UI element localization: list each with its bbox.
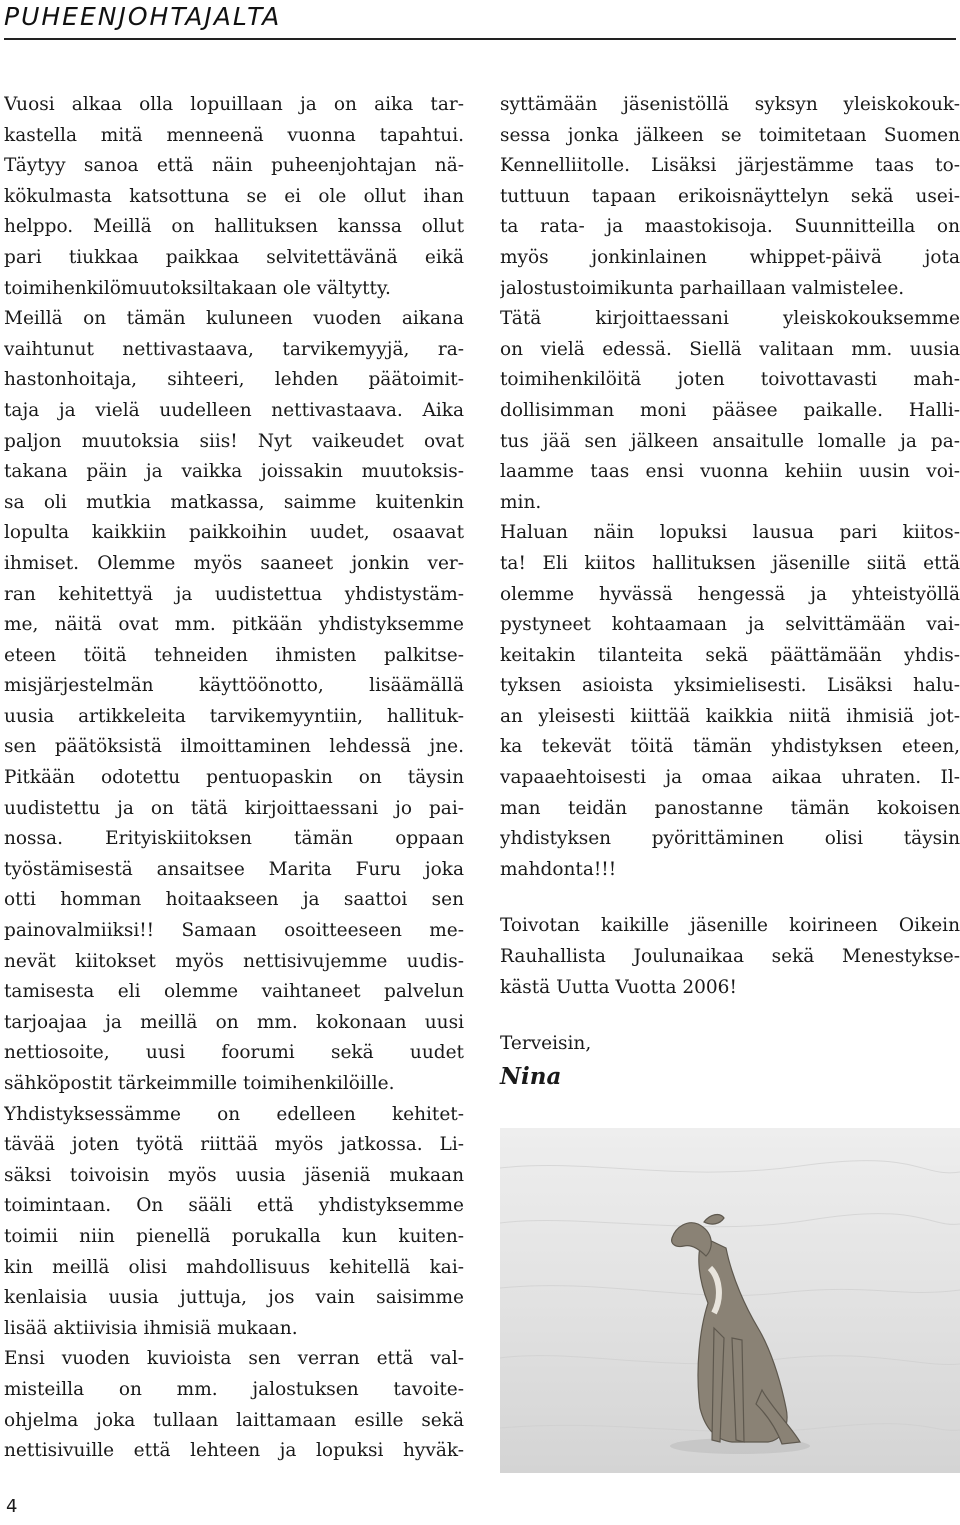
text-line: tyksen asioista yksimielisesti. Lisäksi halu- (500, 675, 960, 697)
text-line: Yhdistyksessämme on edelleen kehitet- (4, 1103, 464, 1125)
text-line: toimintaan. On sääli että yhdistyksemme (4, 1195, 464, 1217)
text-line: sa oli mutkia matkassa, saimme kuitenkin (4, 491, 464, 513)
text-line: Vuosi alkaa olla lopuillaan ja on aika tar- (4, 94, 464, 115)
text-line: vapaaehtoisesti ja omaa aikaa uhraten. Il- (500, 767, 960, 789)
text-line: Täytyy sanoa että näin puheenjohtajan nä- (4, 155, 464, 177)
text-line: Tätä kirjoittaessani yleiskokouksemme (500, 308, 960, 330)
spacer (500, 1003, 960, 1029)
text-line: taja ja vielä uudelleen nettivastaava. Aika (4, 399, 464, 421)
text-line: tävää joten työtä riittää myös jatkossa. Li- (4, 1134, 464, 1156)
spacer (500, 885, 960, 911)
text-line: kenlaisia uusia juttuja, jos vain saisimme (4, 1287, 464, 1309)
text-line: uusia artikkeleita tarvikemyyntiin, hallituk- (4, 705, 464, 727)
text-line: min. (500, 491, 542, 513)
left-column (4, 90, 464, 1467)
text-line: paljon muutoksia siis! Nyt vaikeudet ovat (4, 430, 464, 452)
text-line: on vielä edessä. Siellä valitaan mm. uusia (500, 338, 960, 360)
text-line: misjärjestelmän käyttöönotto, lisäämällä (4, 675, 464, 697)
text-line: nettisivuille että lehteen ja lopuksi hyväk- (4, 1440, 464, 1462)
text-line: pystyneet kohtaamaan ja selvittämään vai- (500, 614, 960, 636)
text-line: vaihtunut nettivastaava, tarvikemyyjä, ra- (4, 338, 464, 360)
section-title: PUHEENJOHTAJALTA (4, 2, 282, 31)
text-line: Toivotan kaikille jäsenille koirineen Oikein (500, 915, 960, 937)
text-line: dollisimman moni pääsee paikalle. Halli- (500, 399, 960, 421)
text-line: ohjelma joka tullaan laittamaan esille sekä (4, 1409, 464, 1431)
text-line: toimii niin pienellä porukalla kun kuiten- (4, 1225, 464, 1247)
text-line: eteen töitä tehneiden ihmisten palkitse- (4, 644, 464, 666)
text-line: toimihenkilömuutoksiltakaan ole vältytty. (4, 277, 391, 299)
text-line: takana päin ja vaikka joissakin muutoksis- (4, 461, 464, 483)
text-line: Rauhallista Joulunaikaa sekä Menestykse- (500, 946, 960, 968)
text-line: Pitkään odotettu pentuopaskin on täysin (4, 767, 464, 789)
text-line: tarjoajaa ja meillä on mm. kokonaan uusi (4, 1011, 464, 1033)
text-line: jalostustoimikunta parhaillaan valmistelee. (500, 277, 905, 299)
text-line: laamme taas ensi vuonna kehiin uusin voi- (500, 461, 960, 483)
text-line: tamisesta eli olemme vaihtaneet palvelun (4, 981, 464, 1003)
text-line: misteilla on mm. jalostuksen tavoite- (4, 1378, 464, 1400)
greeting: Terveisin, (500, 1033, 592, 1055)
text-line: tuttuun tapaan erikoisnäyttelyn sekä usei- (500, 185, 960, 207)
text-line: sessa jonka jälkeen se toimitetaan Suomen (500, 124, 960, 146)
text-line: sähköpostit tärkeimmille toimihenkilöille. (4, 1073, 395, 1094)
text-line: nossa. Erityiskiitoksen tämän oppaan (4, 828, 464, 850)
text-line: kökulmasta katsottuna se ei ole ollut ihan (4, 185, 464, 207)
text-line: yhdistyksen pyörittäminen olisi täysin (500, 828, 960, 850)
text-line: lisää aktiivisia ihmisiä mukaan. (4, 1317, 298, 1339)
text-line: pari tiukkaa paikkaa selvitettävänä eikä (4, 246, 464, 268)
text-line: hastonhoitaja, sihteeri, lehden päätoimit- (4, 369, 464, 391)
text-line: uudistettu ja on tätä kirjoittaessani jo pai- (4, 797, 464, 819)
text-line: tus jää sen jälkeen ansaitulle lomalle ja pa- (500, 430, 960, 452)
text-line: ihmiset. Olemme myös saaneet jonkin ver- (4, 552, 464, 574)
text-line: työstämisestä ansaitsee Marita Furu joka (4, 858, 464, 880)
text-line: myös jonkinlainen whippet-päivä jota (500, 246, 960, 268)
header-divider (4, 38, 956, 40)
text-line: Haluan näin lopuksi lausua pari kiitos- (500, 522, 960, 544)
text-line: painovalmiiksi!! Samaan osoitteeseen me- (4, 920, 464, 942)
text-line: otti homman hoitaakseen ja saattoi sen (4, 889, 464, 911)
text-line: man teidän panostanne tämän kokoisen (500, 797, 960, 819)
text-line: me, näitä ovat mm. pitkään yhdistyksemme (4, 614, 464, 636)
text-line: ran kehitettyä ja uudistettua yhdistystäm- (4, 583, 464, 605)
text-line: an yleisesti kiittää kaikkia niitä ihmisiä jot- (500, 705, 960, 727)
text-line: Meillä on tämän kuluneen vuoden aikana (4, 308, 464, 330)
text-line: olemme hyvässä hengessä ja yhteistyöllä (500, 583, 960, 605)
text-line: kin meillä olisi mahdollisuus kehitellä kai- (4, 1256, 464, 1278)
text-line: ta! Eli kiitos hallituksen jäsenille siitä että (500, 552, 960, 574)
text-line: helppo. Meillä on hallituksen kanssa ollut (4, 216, 464, 238)
text-line: säksi toivoisin myös uusia jäseniä mukaan (4, 1164, 464, 1186)
dog-photo (500, 1128, 960, 1473)
text-line: ta rata- ja maastokisoja. Suunnitteilla on (500, 216, 960, 238)
text-line: keitakin tilanteita sekä päättämään yhdis- (500, 644, 960, 666)
text-line: kastella mitä menneenä vuonna tapahtui. (4, 124, 464, 146)
text-line: nettiosoite, uusi foorumi sekä uudet (4, 1042, 464, 1064)
text-line: syttämään jäsenistöllä syksyn yleiskokouk- (500, 94, 960, 115)
text-line: toimihenkilöitä joten toivottavasti mah- (500, 369, 960, 391)
text-line: kästä Uutta Vuotta 2006! (500, 976, 737, 998)
text-line: sen päätöksistä ilmoittaminen lehdessä jne. (4, 736, 464, 758)
text-line: ka tekevät töitä tämän yhdistyksen eteen, (500, 736, 960, 758)
text-line: lopulta kaikkiin paikkoihin uudet, osaavat (4, 522, 464, 544)
text-line: mahdonta!!! (500, 858, 617, 880)
text-line: nevät kiitokset myös nettisivujemme uudis- (4, 950, 464, 972)
text-line: Ensi vuoden kuvioista sen verran että val- (4, 1348, 464, 1370)
text-line: Kennelliitolle. Lisäksi järjestämme taas to- (500, 155, 960, 177)
signature: Nina (500, 1062, 562, 1090)
page-number: 4 (6, 1496, 18, 1517)
right-column (500, 90, 960, 1094)
